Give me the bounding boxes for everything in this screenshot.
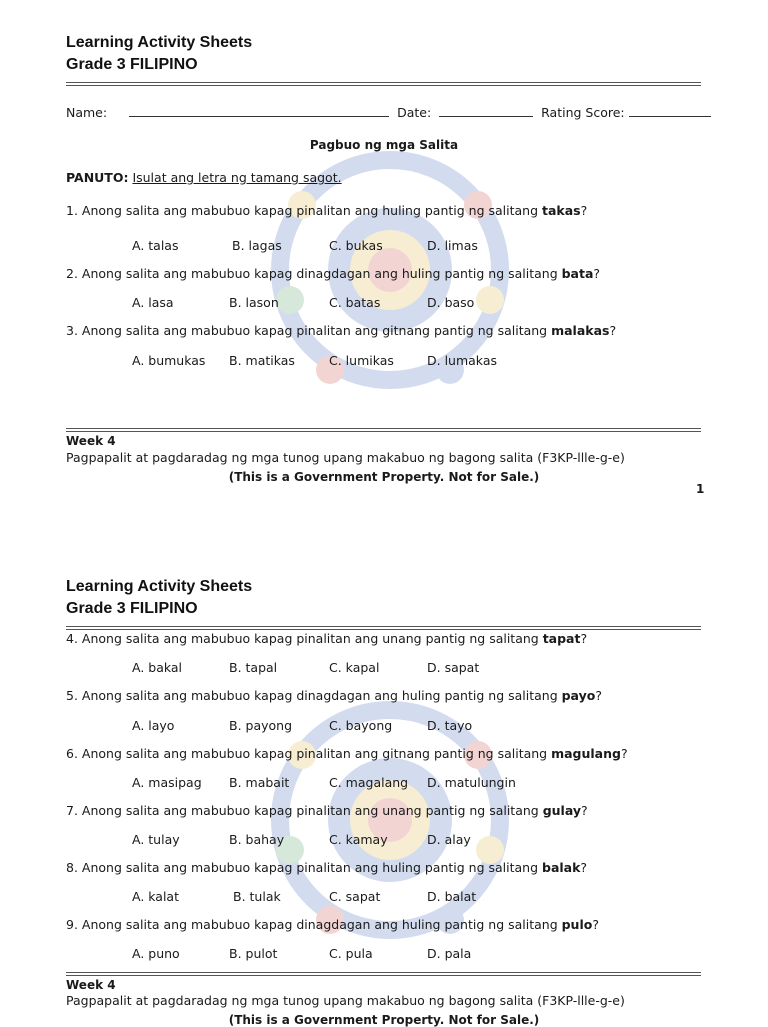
page1-header-line1: Learning Activity Sheets	[66, 34, 253, 51]
q8-option-b[interactable]: B. tulak	[233, 889, 281, 904]
page2-footer-rule	[66, 972, 701, 973]
page1-footer-rule	[66, 428, 701, 429]
q1-option-c[interactable]: C. bukas	[329, 238, 383, 253]
q4-option-b[interactable]: B. tapal	[229, 660, 278, 675]
question-5: 5. Anong salita ang mabubuo kapag dinagdagan ang huling pantig ng salitang payo?	[66, 688, 602, 703]
question-7: 7. Anong salita ang mabubuo kapag pinalitan ang unang pantig ng salitang gulay?	[66, 803, 588, 818]
q3-option-c[interactable]: C. lumikas	[329, 353, 394, 368]
question-2: 2. Anong salita ang mabubuo kapag dinagdagan ang huling pantig ng salitang bata?	[66, 266, 601, 281]
q5-option-c[interactable]: C. bayong	[329, 718, 393, 733]
page1-header-rule	[66, 82, 701, 83]
q3-option-d[interactable]: D. lumakas	[427, 353, 497, 368]
question-6: 6. Anong salita ang mabubuo kapag pinalitan ang gitnang pantig ng salitang magulang?	[66, 746, 628, 761]
q5-option-b[interactable]: B. payong	[229, 718, 293, 733]
q8-option-c[interactable]: C. sapat	[329, 889, 381, 904]
page2-header-rule	[66, 626, 701, 627]
q2-option-d[interactable]: D. baso	[427, 295, 475, 310]
q3-option-a[interactable]: A. bumukas	[132, 353, 206, 368]
q9-option-c[interactable]: C. pula	[329, 946, 373, 961]
rating-label: Rating Score:	[541, 105, 625, 120]
q8-option-a[interactable]: A. kalat	[132, 889, 179, 904]
q7-option-d[interactable]: D. alay	[427, 832, 471, 847]
page2-week: Week 4	[66, 978, 116, 992]
watermark-seal-page2	[270, 700, 510, 940]
question-4: 4. Anong salita ang mabubuo kapag pinalitan ang unang pantig ng salitang tapat?	[66, 631, 588, 646]
q1-option-a[interactable]: A. talas	[132, 238, 179, 253]
page1-week: Week 4	[66, 434, 116, 448]
date-label: Date:	[397, 105, 432, 120]
page2-competency: Pagpapalit at pagdaradag ng mga tunog upang makabuo ng bagong salita (F3KP-llle-g-e)	[66, 993, 625, 1008]
question-1: 1. Anong salita ang mabubuo kapag pinalitan ang huling pantig ng salitang takas?	[66, 203, 588, 218]
q2-option-b[interactable]: B. lason	[229, 295, 279, 310]
q4-option-a[interactable]: A. bakal	[132, 660, 183, 675]
page1-notice: (This is a Government Property. Not for Sale.)	[228, 470, 540, 484]
q9-option-a[interactable]: A. puno	[132, 946, 180, 961]
q7-option-b[interactable]: B. bahay	[229, 832, 285, 847]
q4-option-d[interactable]: D. sapat	[427, 660, 480, 675]
q5-option-a[interactable]: A. layo	[132, 718, 175, 733]
instruction-label: PANUTO:	[66, 170, 129, 185]
page2-header-line2: Grade 3 FILIPINO	[66, 600, 198, 617]
instruction-text: Isulat ang letra ng tamang sagot.	[132, 170, 342, 185]
question-9: 9. Anong salita ang mabubuo kapag dinagdagan ang huling pantig ng salitang pulo?	[66, 917, 599, 932]
date-blank[interactable]	[439, 104, 533, 117]
page1-header-line2: Grade 3 FILIPINO	[66, 56, 198, 73]
q6-option-a[interactable]: A. masipag	[132, 775, 202, 790]
name-label: Name:	[66, 105, 108, 120]
page-number: 1	[696, 482, 705, 496]
q7-option-a[interactable]: A. tulay	[132, 832, 180, 847]
q6-option-c[interactable]: C. magalang	[329, 775, 409, 790]
q1-option-b[interactable]: B. lagas	[232, 238, 282, 253]
q2-option-a[interactable]: A. lasa	[132, 295, 174, 310]
question-8: 8. Anong salita ang mabubuo kapag pinalitan ang huling pantig ng salitang balak?	[66, 860, 588, 875]
q2-option-c[interactable]: C. batas	[329, 295, 381, 310]
q1-option-d[interactable]: D. limas	[427, 238, 478, 253]
q9-option-b[interactable]: B. pulot	[229, 946, 278, 961]
question-3: 3. Anong salita ang mabubuo kapag pinalitan ang gitnang pantig ng salitang malakas?	[66, 323, 617, 338]
q9-option-d[interactable]: D. pala	[427, 946, 472, 961]
name-row	[66, 104, 711, 120]
page2-header-line1: Learning Activity Sheets	[66, 578, 253, 595]
q7-option-c[interactable]: C. kamay	[329, 832, 388, 847]
q4-option-c[interactable]: C. kapal	[329, 660, 380, 675]
q3-option-b[interactable]: B. matikas	[229, 353, 295, 368]
worksheet-title: Pagbuo ng mga Salita	[309, 138, 459, 152]
q6-option-d[interactable]: D. matulungin	[427, 775, 516, 790]
q8-option-d[interactable]: D. balat	[427, 889, 477, 904]
instruction	[66, 170, 342, 185]
q6-option-b[interactable]: B. mabait	[229, 775, 290, 790]
q5-option-d[interactable]: D. tayo	[427, 718, 473, 733]
page1-competency: Pagpapalit at pagdaradag ng mga tunog upang makabuo ng bagong salita (F3KP-llle-g-e)	[66, 450, 625, 465]
page2-notice: (This is a Government Property. Not for Sale.)	[228, 1013, 540, 1027]
rating-blank[interactable]	[629, 104, 711, 117]
name-blank[interactable]	[129, 104, 389, 117]
